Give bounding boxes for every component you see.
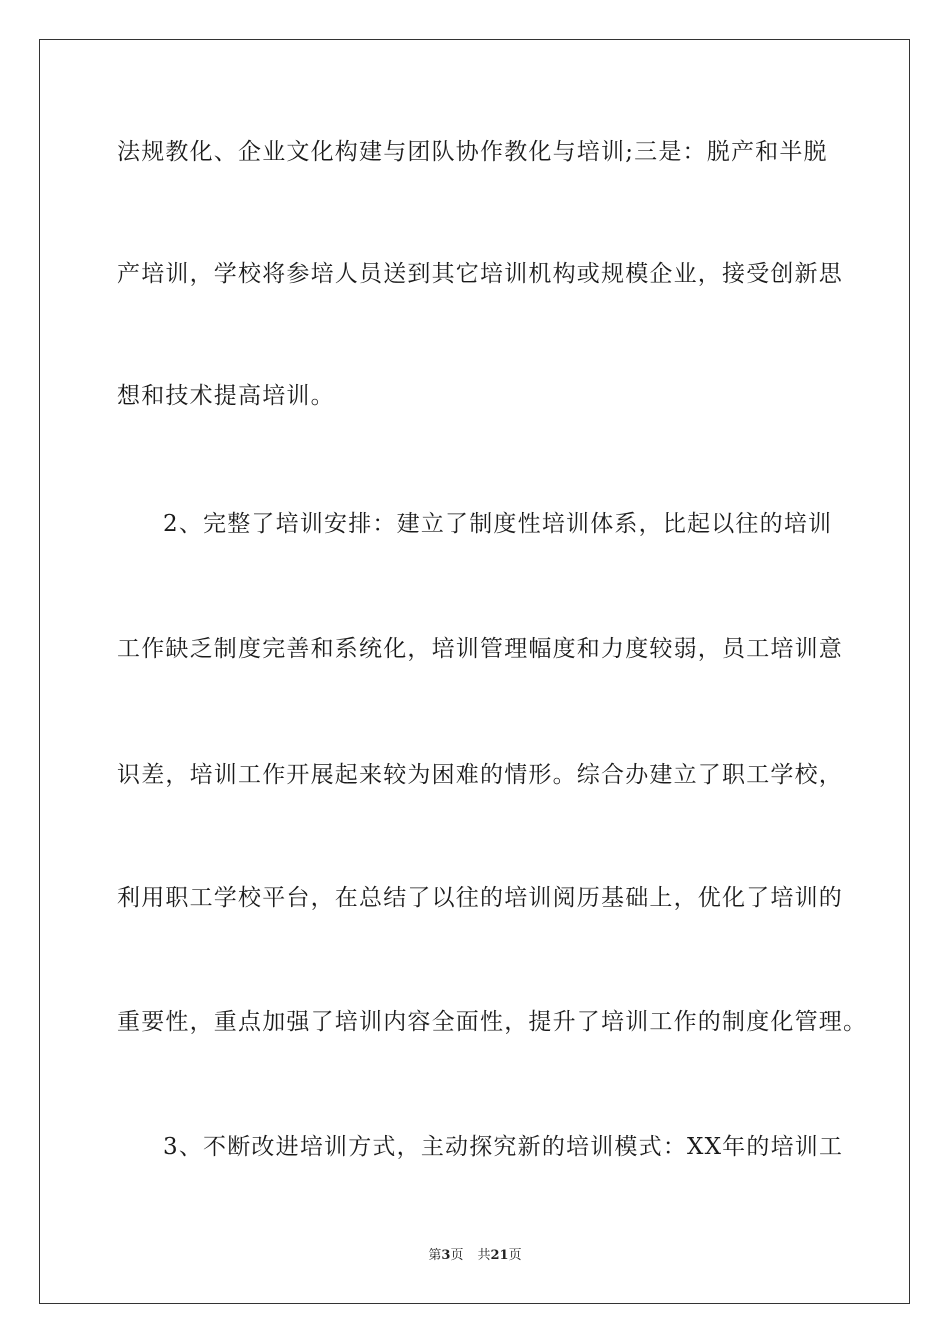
page-number: 3 [441, 1248, 451, 1263]
text-line-7: 利用职工学校平台，在总结了以往的培训阅历基础上，优化了培训的 [117, 885, 843, 911]
text-line-5: 工作缺乏制度完善和系统化，培训管理幅度和力度较弱，员工培训意 [117, 636, 843, 662]
text-line-1: 法规教化、企业文化构建与团队协作教化与培训;三是：脱产和半脱 [117, 139, 828, 165]
total-pages: 21 [490, 1248, 509, 1263]
paragraph-2-first-line: 2、完整了培训安排：建立了制度性培训体系，比起以往的培训 [163, 511, 833, 537]
page-prefix: 第 [428, 1248, 442, 1263]
total-prefix: 共 [477, 1248, 491, 1263]
total-suffix: 页 [508, 1248, 522, 1263]
paragraph-3-first-line: 3、不断改进培训方式，主动探究新的培训模式：XX年的培训工 [163, 1134, 844, 1160]
text-line-8: 重要性，重点加强了培训内容全面性，提升了培训工作的制度化管理。 [117, 1009, 868, 1035]
text-line-2: 产培训，学校将参培人员送到其它培训机构或规模企业，接受创新思 [117, 261, 843, 287]
text-line-3: 想和技术提高培训。 [117, 383, 335, 409]
page-suffix: 页 [450, 1248, 464, 1263]
page-footer [0, 1247, 950, 1265]
text-line-6: 识差，培训工作开展起来较为困难的情形。综合办建立了职工学校， [117, 762, 843, 788]
page-border [39, 39, 910, 1304]
